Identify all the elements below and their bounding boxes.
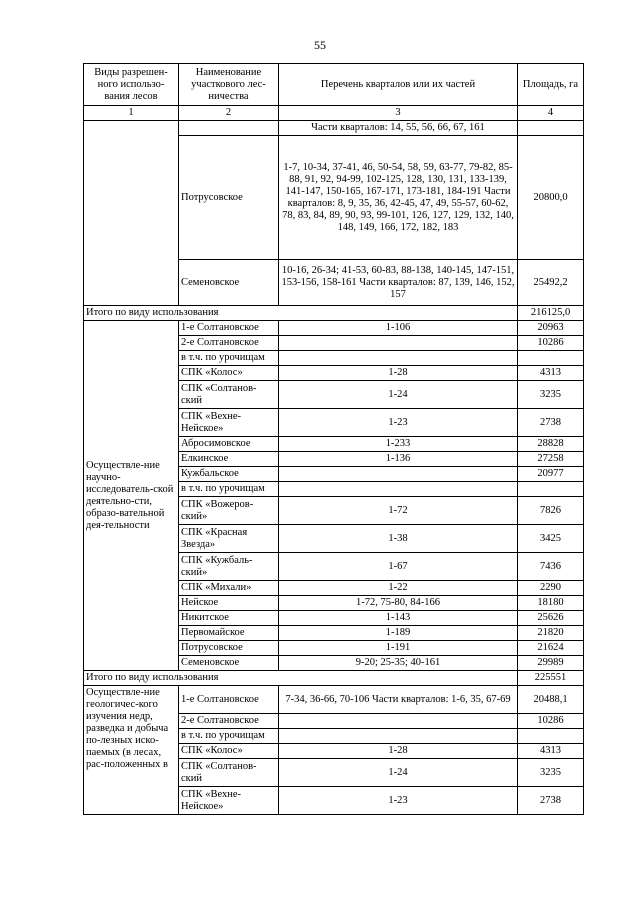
- quarters-list: 1-7, 10-34, 37-41, 46, 50-54, 58, 59, 63-77, 79-82, 85-88, 91, 92, 94-99, 102-125, 128, 130, 131, 133-139, 141-147, 150-165, 167-171, 173-181, 184-191 Части кварталов: 8, 9, 35, 36, 42-45, 47, 49, 55-57, 60-62, 78, 83, 84, 89, 90, 93, 99-101, 126, 127, 129, 132, 140, 148, 149, 166, 172, 182, 183: [279, 136, 518, 260]
- quarters-list: 1-67: [279, 553, 518, 581]
- quarters-list: [279, 467, 518, 482]
- forestry-name: Кужбальское: [179, 467, 279, 482]
- forestry-name: 2-е Солтановское: [179, 336, 279, 351]
- area-value: 25626: [518, 611, 584, 626]
- area-value: [518, 121, 584, 136]
- quarters-list: 1-136: [279, 452, 518, 467]
- area-value: 28828: [518, 437, 584, 452]
- forestry-name: Абросимовское: [179, 437, 279, 452]
- quarters-list: [279, 729, 518, 744]
- area-value: 20800,0: [518, 136, 584, 260]
- quarters-list: [279, 714, 518, 729]
- quarters-list: 1-28: [279, 366, 518, 381]
- quarters-list: 9-20; 25-35; 40-161: [279, 656, 518, 671]
- forestry-name: 1-е Солтановское: [179, 686, 279, 714]
- forestry-name: Потрусовское: [179, 136, 279, 260]
- forestry-name: СПК «Вожеров-ский»: [179, 497, 279, 525]
- forestry-name: в т.ч. по урочищам: [179, 729, 279, 744]
- area-value: 4313: [518, 744, 584, 759]
- use-type-cell: [84, 121, 179, 306]
- forestry-name: Потрусовское: [179, 641, 279, 656]
- forestry-name: в т.ч. по урочищам: [179, 351, 279, 366]
- header-area: Площадь, га: [518, 64, 584, 106]
- area-value: [518, 729, 584, 744]
- page-number: 55: [314, 38, 326, 52]
- quarters-list: 1-72, 75-80, 84-166: [279, 596, 518, 611]
- forestry-name: СПК «Кужбаль-ский»: [179, 553, 279, 581]
- area-value: 7436: [518, 553, 584, 581]
- quarters-list: 1-28: [279, 744, 518, 759]
- quarters-list: 1-191: [279, 641, 518, 656]
- forestry-name: СПК «Солтанов-ский: [179, 759, 279, 787]
- forestry-name: Первомайское: [179, 626, 279, 641]
- area-value: 21624: [518, 641, 584, 656]
- area-value: 29989: [518, 656, 584, 671]
- total-area: 225551: [518, 671, 584, 686]
- total-area: 216125,0: [518, 306, 584, 321]
- area-value: 10286: [518, 714, 584, 729]
- area-value: 20963: [518, 321, 584, 336]
- forestry-name: Семеновское: [179, 260, 279, 306]
- header-num-3: 3: [279, 106, 518, 121]
- forestry-name: 1-е Солтановское: [179, 321, 279, 336]
- area-value: 3235: [518, 381, 584, 409]
- quarters-list: Части кварталов: 14, 55, 56, 66, 67, 161: [279, 121, 518, 136]
- quarters-list: 1-189: [279, 626, 518, 641]
- area-value: 3425: [518, 525, 584, 553]
- forestry-name: СПК «Вехне-Нейское»: [179, 787, 279, 815]
- area-value: 18180: [518, 596, 584, 611]
- quarters-list: [279, 482, 518, 497]
- quarters-list: 1-24: [279, 381, 518, 409]
- area-value: 4313: [518, 366, 584, 381]
- quarters-list: 10-16, 26-34; 41-53, 60-83, 88-138, 140-145, 147-151, 153-156, 158-161 Части кварталов: 87, 139, 146, 152, 157: [279, 260, 518, 306]
- quarters-list: [279, 336, 518, 351]
- forestry-name: СПК «Красная Звезда»: [179, 525, 279, 553]
- quarters-list: 7-34, 36-66, 70-106 Части кварталов: 1-6, 35, 67-69: [279, 686, 518, 714]
- header-num-4: 4: [518, 106, 584, 121]
- header-num-2: 2: [179, 106, 279, 121]
- quarters-list: 1-72: [279, 497, 518, 525]
- forestry-name: СПК «Колос»: [179, 744, 279, 759]
- forestry-name: СПК «Солтанов-ский: [179, 381, 279, 409]
- forest-use-table: [83, 63, 584, 815]
- area-value: 20488,1: [518, 686, 584, 714]
- forestry-name: СПК «Колос»: [179, 366, 279, 381]
- quarters-list: 1-233: [279, 437, 518, 452]
- forestry-name: СПК «Вехне-Нейское»: [179, 409, 279, 437]
- area-value: 25492,2: [518, 260, 584, 306]
- area-value: 2738: [518, 409, 584, 437]
- quarters-list: 1-22: [279, 581, 518, 596]
- use-type-cell: Осуществле-ние научно-исследователь-ской деятельно-сти, образо-вательной дея-тельности: [84, 321, 179, 671]
- forestry-name: Нейское: [179, 596, 279, 611]
- area-value: 20977: [518, 467, 584, 482]
- area-value: 2290: [518, 581, 584, 596]
- forestry-name: в т.ч. по урочищам: [179, 482, 279, 497]
- header-num-1: 1: [84, 106, 179, 121]
- forestry-name: Семеновское: [179, 656, 279, 671]
- total-label: Итого по виду использования: [84, 306, 518, 321]
- quarters-list: 1-38: [279, 525, 518, 553]
- forestry-name: Елкинское: [179, 452, 279, 467]
- header-forestry-name: Наименование участкового лес-ничества: [179, 64, 279, 106]
- header-quarters: Перечень кварталов или их частей: [279, 64, 518, 106]
- quarters-list: 1-106: [279, 321, 518, 336]
- area-value: [518, 351, 584, 366]
- forestry-name: [179, 121, 279, 136]
- area-value: 21820: [518, 626, 584, 641]
- forestry-name: СПК «Михали»: [179, 581, 279, 596]
- forestry-name: 2-е Солтановское: [179, 714, 279, 729]
- use-type-cell: Осуществле-ние геологичес-кого изучения недр, разведка и добыча по-лезных иско-паемых (в лесах, рас-положенных в: [84, 686, 179, 815]
- forestry-name: Никитское: [179, 611, 279, 626]
- quarters-list: 1-24: [279, 759, 518, 787]
- area-value: 3235: [518, 759, 584, 787]
- area-value: 2738: [518, 787, 584, 815]
- area-value: 27258: [518, 452, 584, 467]
- quarters-list: 1-23: [279, 787, 518, 815]
- quarters-list: 1-143: [279, 611, 518, 626]
- header-use-type: Виды разрешен-ного использо-вания лесов: [84, 64, 179, 106]
- area-value: [518, 482, 584, 497]
- area-value: 7826: [518, 497, 584, 525]
- area-value: 10286: [518, 336, 584, 351]
- total-label: Итого по виду использования: [84, 671, 518, 686]
- quarters-list: 1-23: [279, 409, 518, 437]
- quarters-list: [279, 351, 518, 366]
